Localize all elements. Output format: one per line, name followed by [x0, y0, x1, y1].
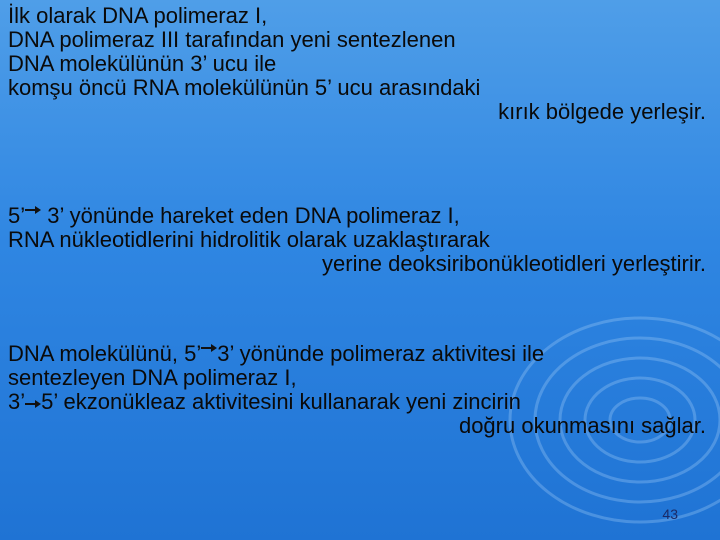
p2-line-1-start: 5’ — [8, 203, 26, 228]
p2-line-1 — [8, 203, 714, 228]
p2-line-1-end: 3’ yönünde hareket eden DNA polimeraz I, — [41, 203, 460, 228]
p3-line-3 — [8, 390, 714, 414]
p1-line-5: kırık bölgede yerleşir. — [498, 99, 706, 124]
p1-line-1: İlk olarak DNA polimeraz I, — [8, 3, 268, 28]
arrow-right-icon — [201, 341, 217, 355]
paragraph-3 — [8, 341, 714, 438]
paragraph-1 — [8, 4, 714, 124]
p3-line-4: doğru okunmasını sağlar. — [458, 413, 706, 438]
p1-line-3: DNA molekülünün 3’ ucu ile — [8, 51, 277, 76]
page-number: 43 — [662, 506, 678, 522]
p2-line-3: yerine deoksiribonükleotidleri yerleştirir. — [322, 251, 706, 276]
p3-line-1-end: 3’ yönünde polimeraz aktivitesi ile — [217, 341, 545, 366]
p1-line-2: DNA polimeraz III tarafından yeni sentezlenen — [8, 27, 456, 52]
paragraph-2 — [8, 203, 714, 276]
arrow-right-icon — [25, 397, 41, 411]
p1-line-4: komşu öncü RNA molekülünün 5’ ucu arasındaki — [8, 75, 481, 100]
p3-line-3-start: 3’ — [8, 389, 26, 414]
p3-line-1 — [8, 341, 714, 366]
p2-line-2: RNA nükleotidlerini hidrolitik olarak uzaklaştırarak — [8, 227, 490, 252]
arrow-right-icon — [25, 203, 41, 217]
p3-line-2: sentezleyen DNA polimeraz I, — [8, 365, 297, 390]
p3-line-3-end: 5’ ekzonükleaz aktivitesini kullanarak yeni zincirin — [41, 389, 521, 414]
p3-line-1-start: DNA molekülünü, 5’ — [8, 341, 202, 366]
